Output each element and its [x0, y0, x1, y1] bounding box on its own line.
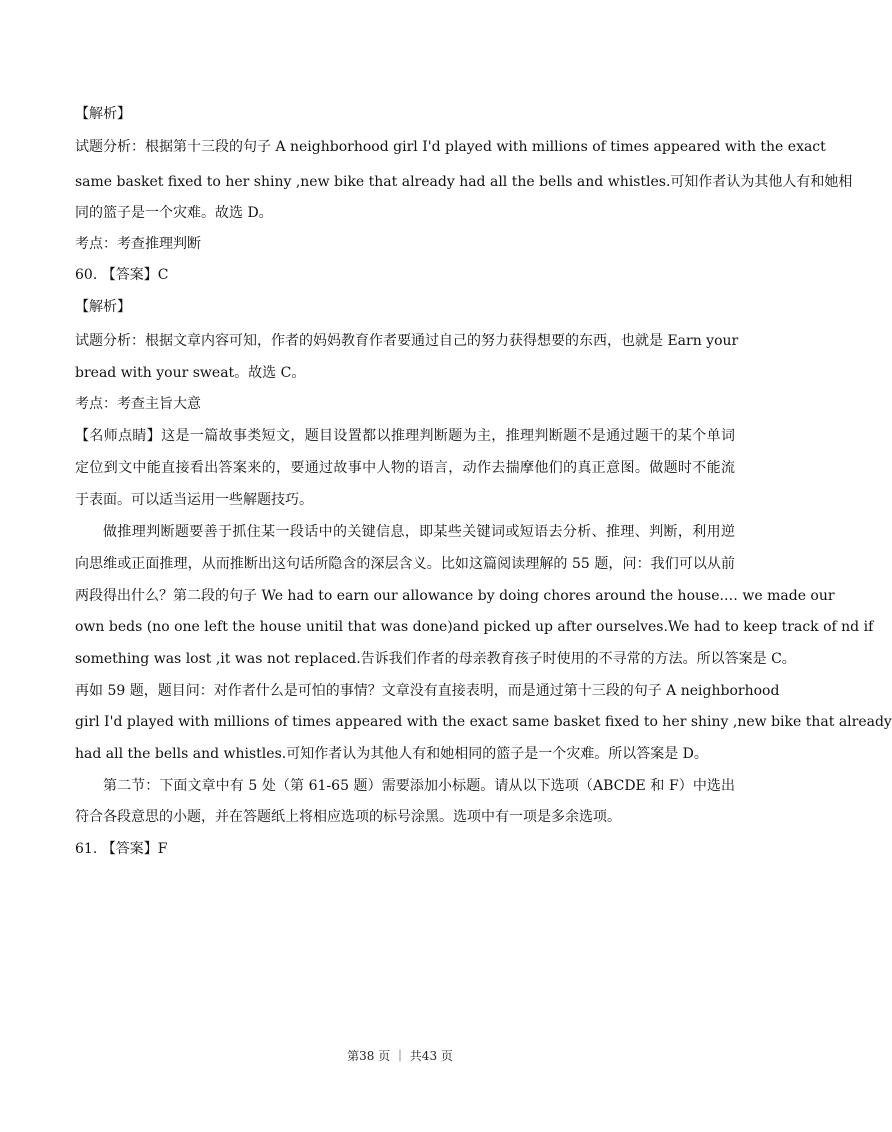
page-footer: 第38 页 ｜ 共43 页	[347, 1049, 453, 1063]
answer-61: 61. 【答案】F	[75, 841, 168, 857]
section2-line: 第二节：下面文章中有 5 处（第 61-65 题）需要添加小标题。请从以下选项（ABCDE 和 F）中选出	[103, 778, 735, 794]
paragraph-line: something was lost ,it was not replaced.告诉我们作者的母亲教育孩子时使用的不寻常的方法。所以答案是 C。	[75, 651, 796, 667]
kaodian-line: 考点：考查主旨大意	[75, 396, 201, 412]
analysis-text-line: same basket fixed to her shiny ,new bike that already had all the bells and whistles.可知作者认为其他人有和她相	[75, 174, 853, 190]
section2-line: 符合各段意思的小题，并在答题纸上将相应选项的标号涂黑。选项中有一项是多余选项。	[75, 809, 621, 825]
kaodian-line: 考点：考查推理判断	[75, 236, 201, 252]
paragraph-line: 再如 59 题，题目问：对作者什么是可怕的事情？文章没有直接表明，而是通过第十三段的句子 A neighborhood	[75, 683, 780, 699]
tips-text-line: 定位到文中能直接看出答案来的，要通过故事中人物的语言，动作去揣摩他们的真正意图。做题时不能流	[75, 460, 735, 476]
paragraph-line: girl I'd played with millions of times appeared with the exact same basket fixed to her shiny ,new bike that already	[75, 714, 892, 730]
answer-60: 60. 【答案】C	[75, 267, 169, 283]
tips-text-line: 【名师点睛】这是一篇故事类短文，题目设置都以推理判断题为主，推理判断题不是通过题干的某个单词	[75, 428, 735, 444]
tips-text-line: 于表面。可以适当运用一些解题技巧。	[75, 492, 313, 508]
paragraph-line: own beds (no one left the house unitil that was done)and picked up after ourselves.We had to keep track of nd if	[75, 619, 874, 635]
analysis-text-line: 试题分析：根据第十三段的句子 A neighborhood girl I'd played with millions of times appeared with the exact	[75, 139, 826, 155]
analysis-text-line: 试题分析：根据文章内容可知，作者的妈妈教育作者要通过自己的努力获得想要的东西，也就是 Earn your	[75, 333, 739, 349]
paragraph-line: had all the bells and whistles.可知作者认为其他人有和她相同的篮子是一个灾难。所以答案是 D。	[75, 746, 708, 762]
analysis-label: 【解析】	[75, 106, 131, 122]
paragraph-line: 向思维或正面推理，从而推断出这句话所隐含的深层含义。比如这篇阅读理解的 55 题，问：我们可以从前	[75, 556, 735, 572]
paragraph-line: 做推理判断题要善于抓住某一段话中的关键信息，即某些关键词或短语去分析、推理、判断，利用逆	[103, 524, 735, 540]
paragraph-line: 两段得出什么？第二段的句子 We had to earn our allowance by doing chores around the house.… we made our	[75, 588, 835, 604]
analysis-label: 【解析】	[75, 299, 131, 315]
analysis-text-line: 同的篮子是一个灾难。故选 D。	[75, 205, 273, 221]
analysis-text-line: bread with your sweat。故选 C。	[75, 365, 306, 381]
